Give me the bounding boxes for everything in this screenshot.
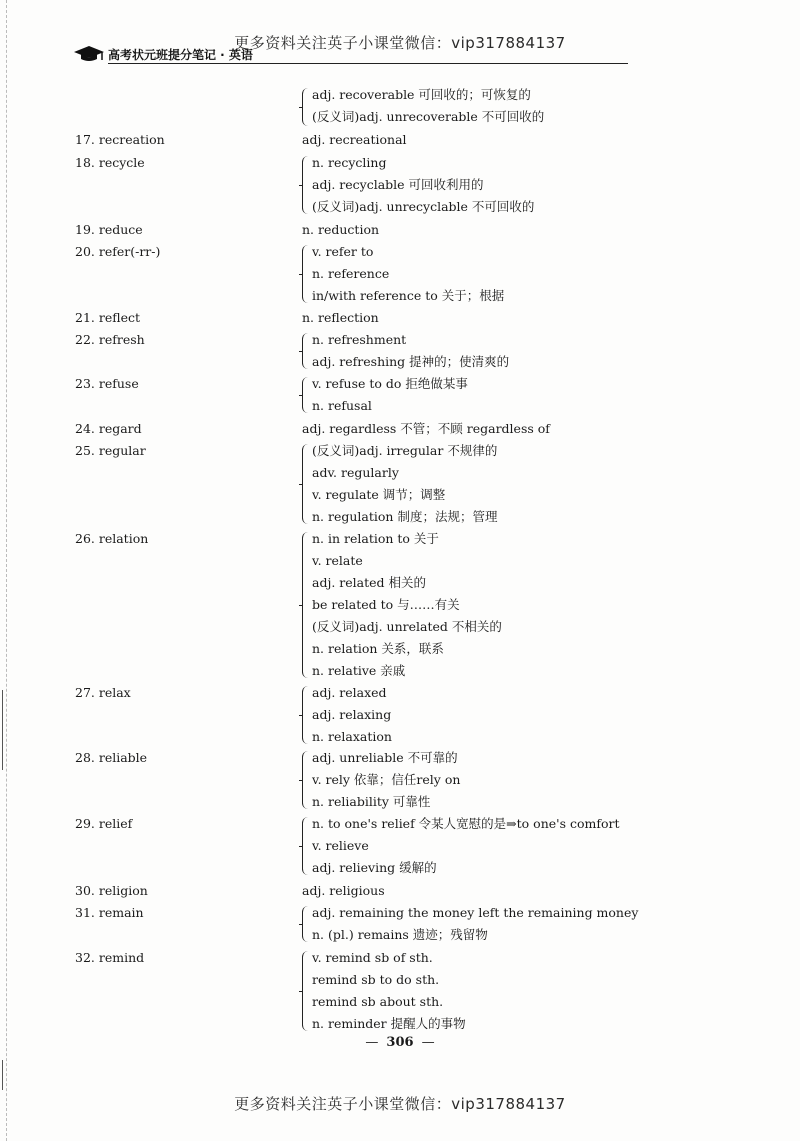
entry-line: v. regulate 调节；调整 (312, 487, 446, 502)
entry-line: adj. religious (302, 883, 385, 898)
entry-recreation (0, 129, 800, 151)
entry-line: n. refusal (312, 398, 372, 413)
entry-reliable (0, 747, 800, 769)
entry-line: n. relaxation (312, 729, 392, 744)
entry-regard (0, 418, 800, 440)
entry-line: adj. relaxing (312, 707, 392, 722)
entry-term: 20. refer(-rr-) (75, 244, 161, 259)
entry-regular (0, 440, 800, 462)
entry-reduce (0, 219, 800, 241)
entry-term: 30. religion (75, 883, 148, 898)
page-header (72, 44, 632, 64)
entry-term: 31. remain (75, 905, 144, 920)
entry-line: n. reliability 可靠性 (312, 794, 431, 809)
entry-term: 24. regard (75, 421, 142, 436)
entry-line: n. relation 关系，联系 (312, 641, 444, 656)
entry-term: 22. refresh (75, 332, 145, 347)
entry-line: v. refer to (312, 244, 374, 259)
entry-line: n. reduction (302, 222, 380, 237)
page-number: — 306 — (365, 1035, 435, 1050)
graduation-cap-icon (72, 44, 106, 64)
entry-line: in/with reference to 关于；根据 (312, 288, 505, 303)
entry-line: n. (pl.) remains 遗迹；残留物 (312, 927, 488, 942)
entry-line: n. refreshment (312, 332, 407, 347)
entry-refresh (0, 329, 800, 351)
entry-line: v. rely 依靠；信任rely on (312, 772, 461, 787)
entry-religion (0, 880, 800, 902)
entry-line: (反义词)adj. unrecyclable 不可回收的 (312, 199, 535, 214)
entry-line: adj. relaxed (312, 685, 387, 700)
entry-term: 28. reliable (75, 750, 148, 765)
entry-line: n. recycling (312, 155, 387, 170)
entry-line: v. remind sb of sth. (312, 950, 433, 965)
entry-line: adj. regardless 不管；不顾 regardless of (302, 421, 550, 436)
entry-term: 26. relation (75, 531, 149, 546)
entry-line: v. relieve (312, 838, 369, 853)
entry-line: (反义词)adj. irregular 不规律的 (312, 443, 498, 458)
entry-term: 19. reduce (75, 222, 143, 237)
entry-line: n. reference (312, 266, 390, 281)
entry-line: n. reminder 提醒人的事物 (312, 1016, 466, 1031)
entry-line: be related to 与……有关 (312, 597, 460, 612)
watermark-bottom: 更多资料关注英子小课堂微信：vip317884137 (234, 1095, 566, 1113)
header-rule (108, 63, 628, 64)
entry-line: (反义词)adj. unrelated 不相关的 (312, 619, 502, 634)
binding-line (2, 1060, 3, 1090)
entry-relief (0, 813, 800, 835)
entry-term: 32. remind (75, 950, 145, 965)
entry-refuse (0, 373, 800, 395)
entry-reflect (0, 307, 800, 329)
entry-term: 18. recycle (75, 155, 145, 170)
entry-line: n. relative 亲戚 (312, 663, 406, 678)
entry-line: adj. relieving 缓解的 (312, 860, 437, 875)
entry-term: 29. relief (75, 816, 133, 831)
entry-remain (0, 902, 800, 924)
entry-line: v. relate (312, 553, 363, 568)
entry-term: 25. regular (75, 443, 146, 458)
entry-line: adj. remaining the money left the remaining money (312, 905, 639, 920)
entry-recycle (0, 152, 800, 174)
entry-relax (0, 682, 800, 704)
entry-term: 21. reflect (75, 310, 140, 325)
entry-term: 17. recreation (75, 132, 165, 147)
entry-line: n. reflection (302, 310, 379, 325)
entry-line: n. to one's relief 令某人宽慰的是⇒to one's comfort (312, 816, 620, 831)
entry-refer (0, 241, 800, 263)
watermark-top: 更多资料关注英子小课堂微信：vip317884137 (234, 34, 566, 52)
continuation-line: (反义词)adj. unrecoverable 不可回收的 (312, 109, 545, 124)
entry-relation (0, 528, 800, 550)
entry-line: adj. recreational (302, 132, 407, 147)
entry-term: 27. relax (75, 685, 131, 700)
entry-line: n. in relation to 关于 (312, 531, 439, 546)
entry-line: v. refuse to do 拒绝做某事 (312, 376, 468, 391)
entry-line: adj. related 相关的 (312, 575, 426, 590)
header-title: 高考状元班提分笔记 · 英语 (108, 48, 253, 62)
entry-line: adj. refreshing 提神的；使清爽的 (312, 354, 510, 369)
entry-line: adj. unreliable 不可靠的 (312, 750, 458, 765)
entry-line: remind sb about sth. (312, 994, 444, 1009)
entry-line: remind sb to do sth. (312, 972, 440, 987)
entry-line: adj. recyclable 可回收利用的 (312, 177, 484, 192)
entry-remind (0, 947, 800, 969)
continuation-line: adj. recoverable 可回收的；可恢复的 (312, 87, 531, 102)
entry-line: n. regulation 制度；法规；管理 (312, 509, 498, 524)
entry-line: adv. regularly (312, 465, 399, 480)
entry-term: 23. refuse (75, 376, 139, 391)
